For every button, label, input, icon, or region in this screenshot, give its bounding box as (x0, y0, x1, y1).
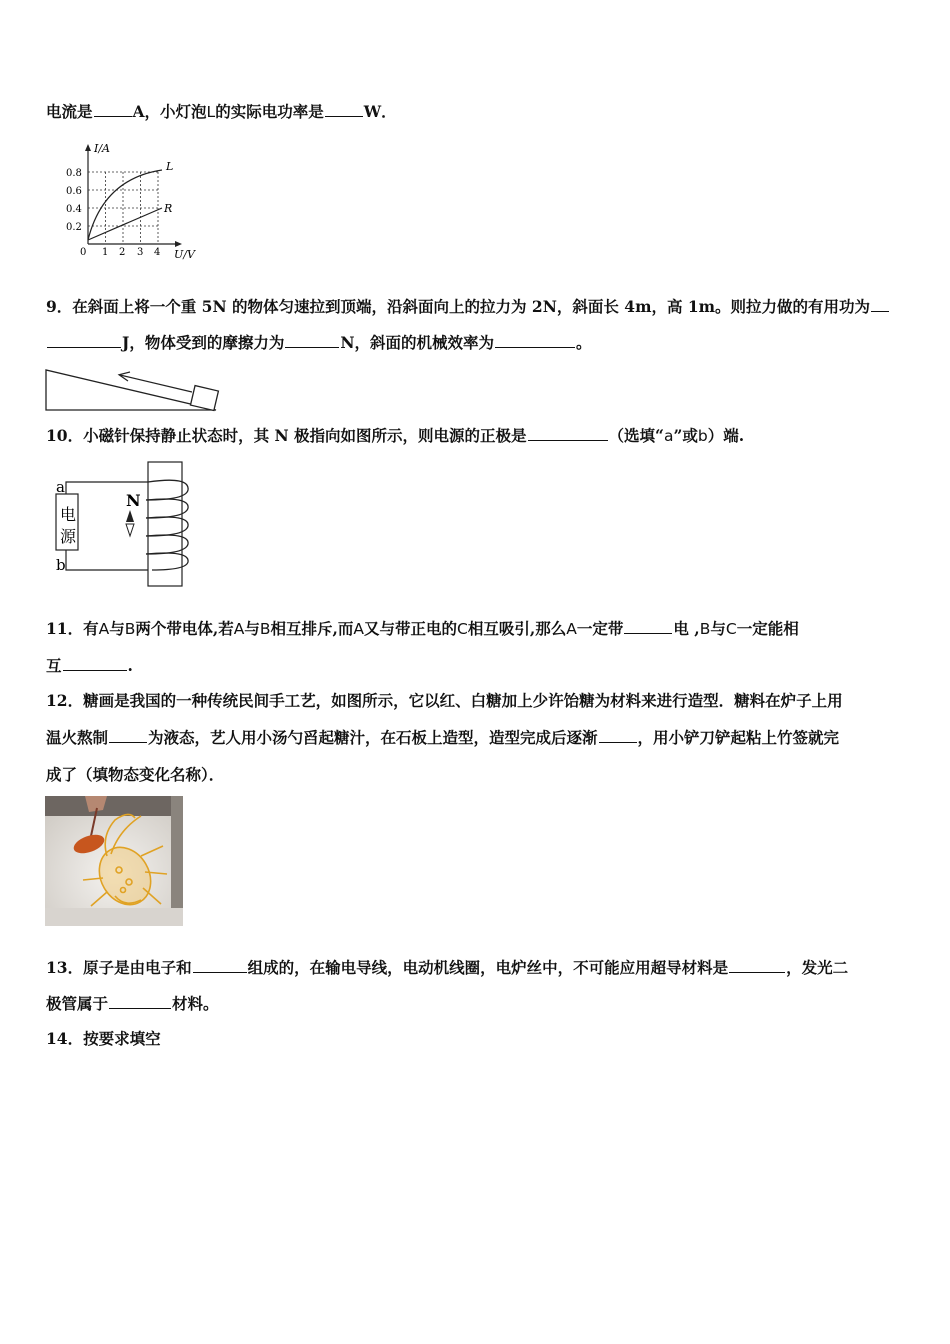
x-tick: 1 (102, 247, 109, 258)
q12-text: 成了（填物态变化名称）． (46, 765, 225, 784)
q10-line (46, 426, 744, 446)
q11-text: 一定带 (576, 619, 624, 638)
answer-blank[interactable] (729, 958, 785, 973)
q11-letter: B (259, 620, 271, 638)
q11-text: 互 (46, 656, 62, 675)
q13-text: ，发光二 (786, 958, 849, 977)
q11-text: 电 , (673, 619, 700, 638)
q8-text: A，小灯泡 (132, 102, 207, 121)
y-tick: 0.8 (66, 168, 82, 179)
q12-text: ，用小铲刀铲起粘上竹签就完 (637, 728, 840, 747)
q12-text: 为液态，艺人用小汤勺舀起糖汁，在石板上造型，造型完成后逐渐 (148, 728, 598, 747)
q13-text: 组成的，在输电导线，电动机线圈，电炉丝中，不可能应用超导材料是 (247, 958, 729, 977)
answer-blank[interactable] (47, 333, 121, 348)
q13-text: 13．原子是由电子和 (46, 958, 192, 977)
q9-text: J，物体受到的摩擦力为 (122, 333, 285, 352)
q11-letter: A (353, 620, 365, 638)
answer-blank[interactable] (528, 426, 608, 441)
answer-blank[interactable] (325, 102, 363, 117)
answer-blank[interactable] (285, 333, 339, 348)
q14-text: 14．按要求填空 (46, 1029, 161, 1048)
answer-blank[interactable] (63, 656, 127, 671)
q13-text: 材料。 (172, 994, 219, 1013)
q8-text: 的实际电功率是 (215, 102, 324, 121)
q11-text: 与 (710, 619, 726, 638)
y-axis-label: I/A (94, 142, 110, 155)
q9-text: 。 (576, 333, 592, 352)
sugar-painting-photo (45, 796, 183, 926)
x-tick: 3 (137, 247, 144, 258)
q10-text: ”或 (673, 426, 698, 445)
option-b: b (697, 427, 708, 445)
x-tick: 4 (154, 247, 161, 258)
q10-text: （选填“ (608, 426, 664, 445)
q13-line1 (46, 958, 848, 978)
q11-letter: B (124, 620, 136, 638)
answer-blank[interactable] (109, 994, 171, 1009)
answer-blank[interactable] (495, 333, 575, 348)
q8-text: W． (363, 102, 397, 121)
curve-L-label: L (166, 160, 174, 173)
answer-blank[interactable] (109, 728, 147, 743)
x-axis-label: U/V (174, 248, 195, 260)
incline-figure (44, 362, 224, 414)
q11-letter: A (98, 620, 110, 638)
block (190, 386, 218, 411)
y-tick: 0.6 (66, 186, 82, 197)
iv-graph (52, 140, 202, 260)
q11-text: 相互吸引,那么 (467, 619, 567, 638)
q11-letter: A (566, 620, 577, 638)
y-tick: 0.2 (66, 222, 82, 233)
q8-tail (46, 102, 397, 122)
q11-letter: A (233, 620, 245, 638)
q12-text: 12．糖画是我国的一种传统民间手工艺，如图所示，它以红、白糖加上少许饴糖为材料来进行造型．糖料在炉子上用 (46, 691, 843, 710)
q11-text: 两个带电体,若 (135, 619, 234, 638)
source-label: 源 (60, 527, 77, 546)
compass-needle-icon (126, 510, 134, 522)
q11-text: 11．有 (46, 619, 99, 638)
q11-text: 又与带正电的 (364, 619, 458, 638)
y-tick: 0.4 (66, 204, 82, 215)
x-tick: 0 (80, 247, 87, 258)
q10-text: 10．小磁针保持静止状态时，其 N 极指向如图所示，则电源的正极是 (46, 426, 527, 445)
option-a: a (663, 427, 674, 445)
q13-line2 (46, 994, 219, 1014)
q11-letter: C (725, 620, 737, 638)
terminal-b-label: b (56, 556, 66, 574)
answer-blank[interactable] (599, 728, 637, 743)
q13-text: 极管属于 (46, 994, 109, 1013)
terminal-a-label: a (56, 478, 65, 496)
q12-line3 (46, 765, 224, 785)
answer-blank[interactable] (871, 297, 889, 312)
q11-text: . (127, 656, 133, 675)
q11-text: 与 (244, 619, 260, 638)
line-R-label: R (164, 202, 173, 215)
q11-text: 一定能相 (736, 619, 799, 638)
q9-text: 9．在斜面上将一个重 5N 的物体匀速拉到顶端，沿斜面向上的拉力为 2N，斜面长 4m，高 1m。则拉力做的有用功为 (46, 297, 871, 316)
answer-blank[interactable] (94, 102, 132, 117)
q11-line2 (46, 656, 133, 676)
q12-line1 (46, 691, 843, 711)
n-pole-label: N (126, 491, 141, 510)
q11-text: 相互排斥,而 (270, 619, 354, 638)
answer-blank[interactable] (624, 619, 672, 634)
q11-letter: C (457, 620, 468, 638)
q9-line1 (46, 297, 890, 317)
q14-line (46, 1029, 161, 1049)
q9-text: N，斜面的机械效率为 (340, 333, 495, 352)
solenoid-circuit (52, 458, 192, 590)
q11-text: 与 (109, 619, 125, 638)
q8-text: L (206, 103, 216, 121)
q12-line2 (46, 728, 839, 748)
answer-blank[interactable] (193, 958, 247, 973)
q10-text: ）端. (707, 426, 745, 445)
source-label: 电 (60, 505, 77, 524)
q9-line2 (46, 333, 592, 353)
q11-letter: B (699, 620, 711, 638)
q8-text: 电流是 (46, 102, 93, 121)
x-tick: 2 (119, 247, 126, 258)
q12-text: 温火熬制 (46, 728, 109, 747)
q11-line1 (46, 619, 799, 639)
